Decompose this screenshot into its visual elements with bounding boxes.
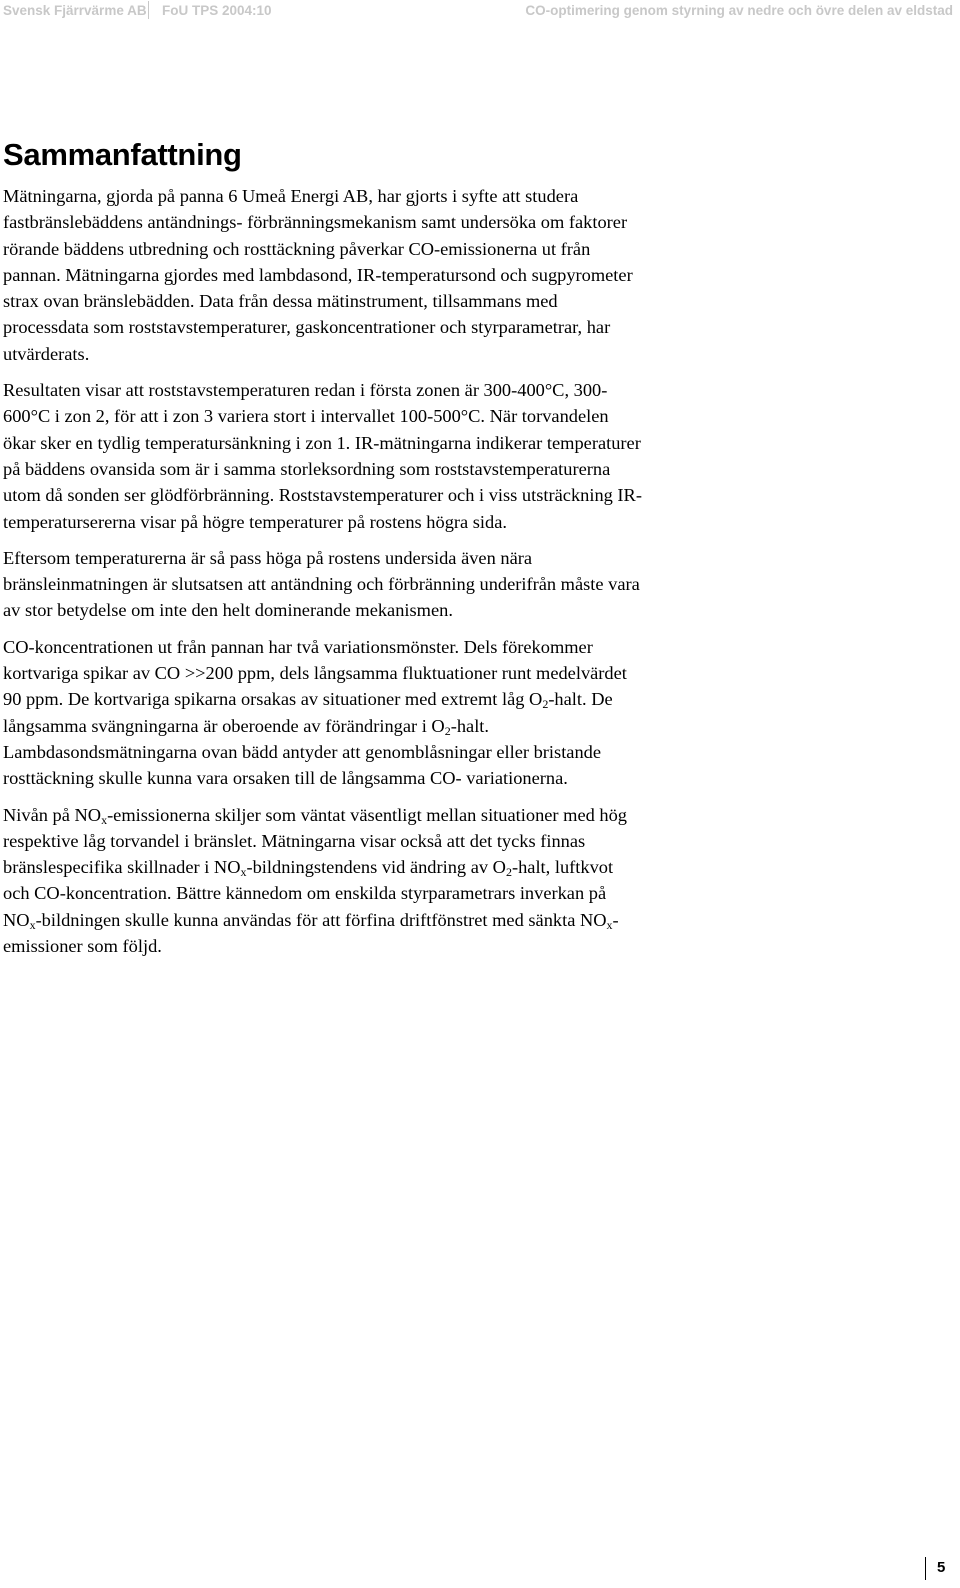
running-header [3, 3, 953, 23]
text-run: på bäddens ovansida som är i samma storleksordning som roststavstemperaturerna [3, 458, 611, 479]
text-line [3, 403, 803, 429]
header-company: Svensk Fjärrvärme AB [3, 3, 147, 18]
text-run: -bildningen skulle kunna användas för att förfina driftfönstret med sänkta NO [35, 909, 607, 930]
text-run: utom då sonden ser glödförbränning. Roststavstemperaturer och i viss utsträckning IR- [3, 485, 642, 506]
text-line [3, 765, 803, 791]
text-run: -halt, luftkvot [511, 857, 614, 878]
text-run: 90 ppm. De kortvariga spikarna orsakas av situationer med extremt låg O [3, 689, 543, 710]
text-line [3, 430, 803, 456]
text-line [3, 262, 803, 288]
text-line [3, 802, 803, 828]
text-run: -emissionerna skiljer som väntat väsentligt mellan situationer med hög [107, 804, 627, 825]
text-run: fastbränslebäddens antändnings- förbränningsmekanism samt undersöka om faktorer [3, 212, 628, 233]
subscript: 2 [444, 723, 451, 738]
summary-paragraph [3, 183, 803, 367]
text-run: rörande bäddens utbredning och rosttäckning påverkar CO-emissionerna ut från [3, 238, 591, 259]
subscript: x [101, 812, 108, 827]
text-line [3, 571, 803, 597]
text-run: processdata som roststavstemperaturer, gaskoncentrationer och styrparametrar, har [3, 317, 611, 338]
summary-paragraph [3, 377, 803, 535]
text-line [3, 341, 803, 367]
text-run: långsamma svängningarna är oberoende av förändringar i O [3, 715, 445, 736]
page-number: 5 [937, 1559, 946, 1576]
text-line [3, 377, 803, 403]
text-run: ökar sker en tydlig temperatursänkning i zon 1. IR-mätningarna indikerar temperaturer [3, 432, 641, 453]
summary-body [3, 183, 803, 969]
text-run: CO-koncentrationen ut från pannan har två variationsmönster. Dels förekommer [3, 636, 593, 657]
text-line [3, 634, 803, 660]
text-run: av stor betydelse om inte den helt dominerande mekanismen. [3, 600, 453, 621]
text-line [3, 509, 803, 535]
header-divider [148, 1, 149, 19]
subscript: x [29, 917, 36, 932]
text-line [3, 288, 803, 314]
text-run: -halt. [450, 715, 490, 736]
text-run: Eftersom temperaturerna är så pass höga på rostens undersida även nära [3, 547, 533, 568]
summary-paragraph [3, 545, 803, 624]
text-run: respektive låg torvandel i bränslet. Mätningarna visar också att det tycks finnas [3, 830, 586, 851]
text-line [3, 482, 803, 508]
text-run: 600°C i zon 2, för att i zon 3 variera stort i intervallet 100-500°C. När torvandelen [3, 406, 609, 427]
text-line [3, 236, 803, 262]
text-line [3, 713, 803, 739]
text-run: och CO-koncentration. Bättre kännedom om enskilda styrparametrars inverkan på [3, 883, 607, 904]
text-line [3, 739, 803, 765]
section-title: Sammanfattning [3, 137, 242, 172]
text-run: pannan. Mätningarna gjordes med lambdasond, IR-temperatursond och sugpyrometer [3, 264, 633, 285]
text-run: -halt. De [548, 689, 613, 710]
text-run: temperatursererna visar på högre temperaturer på rostens högra sida. [3, 511, 507, 532]
text-run: -bildningstendens vid ändring av O [246, 857, 506, 878]
subscript: 2 [542, 697, 549, 712]
text-run: utvärderats. [3, 343, 90, 364]
text-line [3, 854, 803, 880]
text-run: rosttäckning skulle kunna vara orsaken till de långsamma CO- variationerna. [3, 768, 568, 789]
text-line [3, 907, 803, 933]
text-run: kortvariga spikar av CO >>200 ppm, dels långsamma fluktuationer runt medelvärdet [3, 663, 627, 684]
text-line [3, 660, 803, 686]
text-run: Nivån på NO [3, 804, 102, 825]
text-run: emissioner som följd. [3, 936, 162, 957]
text-line [3, 183, 803, 209]
text-line [3, 597, 803, 623]
summary-paragraph [3, 802, 803, 960]
subscript: x [606, 917, 613, 932]
text-line [3, 209, 803, 235]
text-run: - [612, 909, 619, 930]
text-run: bränslespecifika skillnader i NO [3, 857, 241, 878]
text-line [3, 933, 803, 959]
text-line [3, 880, 803, 906]
text-run: bränsleinmatningen är slutsatsen att antändning och förbränning underifrån måste vara [3, 574, 640, 595]
footer-rule [925, 1557, 926, 1580]
text-run: Lambdasondsmätningarna ovan bädd antyder att genomblåsningar eller bristande [3, 741, 602, 762]
text-line [3, 828, 803, 854]
header-report-number: FoU TPS 2004:10 [162, 3, 272, 18]
subscript: x [240, 865, 247, 880]
text-run: NO [3, 909, 30, 930]
subscript: 2 [505, 865, 512, 880]
summary-paragraph [3, 634, 803, 792]
text-run: Mätningarna, gjorda på panna 6 Umeå Energi AB, har gjorts i syfte att studera [3, 186, 579, 206]
text-run: Resultaten visar att roststavstemperaturen redan i första zonen är 300-400°C, 300- [3, 380, 608, 401]
text-line [3, 314, 803, 340]
text-line [3, 545, 803, 571]
text-run: strax ovan bränslebädden. Data från dessa mätinstrument, tillsammans med [3, 291, 558, 312]
text-line [3, 456, 803, 482]
header-report-title: CO-optimering genom styrning av nedre och övre delen av eldstad [525, 3, 953, 18]
text-line [3, 686, 803, 712]
